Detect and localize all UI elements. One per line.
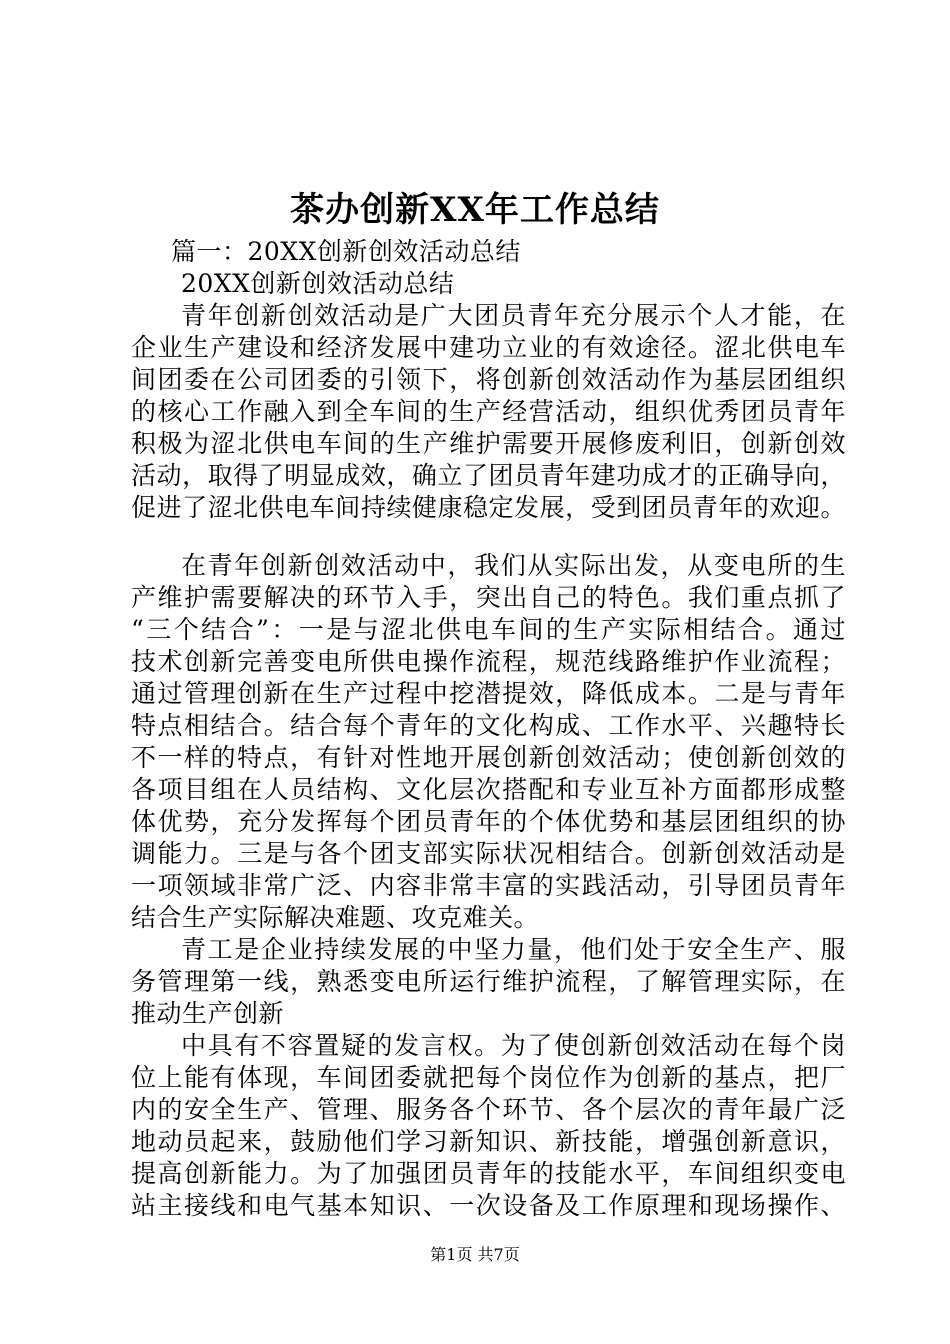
section-heading-2: 20XX创新创效活动总结 [181,269,455,298]
paragraph-line: 一项领域非常广泛、内容非常丰富的实践活动，引导团员青年 [131,871,846,900]
paragraph-2 [131,550,846,934]
paragraph-line: 企业生产建设和经济发展中建功立业的有效途径。涩北供电车 [131,333,846,362]
paragraph-line: 产维护需要解决的环节入手，突出自己的特色。我们重点抓了 [131,583,846,612]
paragraph-line: 中具有不容置疑的发言权。为了使创新创效活动在每个岗 [181,1031,846,1060]
document-body [131,236,846,1222]
paragraph-line: 各项目组在人员结构、文化层次搭配和专业互补方面都形成整 [131,775,846,804]
paragraph-line: 站主接线和电气基本知识、一次设备及工作原理和现场操作、 [131,1191,846,1220]
paragraph-line: 技术创新完善变电所供电操作流程，规范线路维护作业流程； [131,647,846,676]
section-heading-1: 篇一：20XX创新创效活动总结 [171,237,521,266]
paragraph-line: 提高创新能力。为了加强团员青年的技能水平，车间组织变电 [131,1159,846,1188]
paragraph-line: 活动，取得了明显成效，确立了团员青年建功成才的正确导向， [131,461,846,490]
paragraph-line: 内的安全生产、管理、服务各个环节、各个层次的青年最广泛 [131,1095,846,1124]
paragraph-line: 位上能有体现，车间团委就把每个岗位作为创新的基点，把厂 [131,1063,846,1092]
paragraph-line: 青工是企业持续发展的中坚力量，他们处于安全生产、服 [181,935,846,964]
paragraph-1 [131,300,846,524]
paragraph-line: 青年创新创效活动是广大团员青年充分展示个人才能，在 [181,301,846,330]
paragraph-line: 不一样的特点，有针对性地开展创新创效活动；使创新创效的 [131,743,846,772]
paragraph-line: 通过管理创新在生产过程中挖潜提效，降低成本。二是与青年 [131,679,846,708]
page-footer: 第1页 共7页 [430,1245,520,1264]
paragraph-line: 特点相结合。结合每个青年的文化构成、工作水平、兴趣特长 [131,711,846,740]
paragraph-4 [131,1030,846,1222]
paragraph-line: 地动员起来，鼓励他们学习新知识、新技能，增强创新意识， [131,1127,846,1156]
document-title: 茶办创新XX年工作总结 [290,190,660,230]
paragraph-line: 调能力。三是与各个团支部实际状况相结合。创新创效活动是 [131,839,846,868]
paragraph-line: 务管理第一线，熟悉变电所运行维护流程，了解管理实际，在 [131,967,846,996]
paragraph-line: 在青年创新创效活动中，我们从实际出发，从变电所的生 [181,551,846,580]
paragraph-line: 体优势，充分发挥每个团员青年的个体优势和基层团组织的协 [131,807,846,836]
paragraph-line: 推动生产创新 [131,999,285,1028]
paragraph-line: 促进了涩北供电车间持续健康稳定发展，受到团员青年的欢迎。 [131,493,846,522]
paragraph-line: 结合生产实际解决难题、攻克难关。 [131,903,540,932]
paragraph-line: 间团委在公司团委的引领下，将创新创效活动作为基层团组织 [131,365,846,394]
paragraph-gap [131,524,846,550]
paragraph-line: 的核心工作融入到全车间的生产经营活动，组织优秀团员青年 [131,397,846,426]
paragraph-3 [131,934,846,1030]
paragraph-line: 积极为涩北供电车间的生产维护需要开展修废利旧，创新创效 [131,429,846,458]
paragraph-line: “三个结合”：一是与涩北供电车间的生产实际相结合。通过 [131,615,846,644]
